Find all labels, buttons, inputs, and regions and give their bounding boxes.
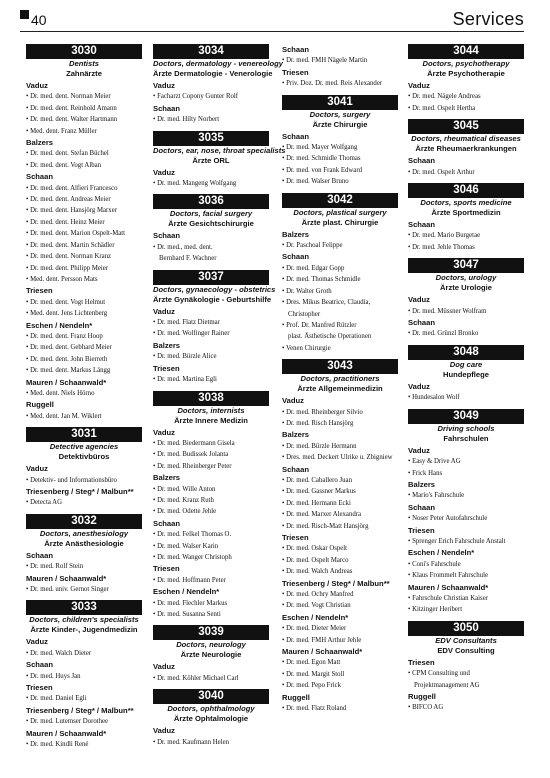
listing-entry: • Dres. Mikus Beatrice, Claudia, xyxy=(282,297,398,308)
listing-entry: • Dr. med. dent. Markus Längg xyxy=(26,365,142,376)
category-3045 xyxy=(408,119,524,178)
category-number: 3040 xyxy=(153,689,269,704)
listing-entry: • Dr. med. Flechler Markus xyxy=(153,598,269,609)
category-german: Ärzte Psychotherapie xyxy=(427,69,505,78)
category-number: 3041 xyxy=(282,95,398,110)
location-heading: Schaan xyxy=(282,45,310,54)
category-3035 xyxy=(153,131,286,190)
location-heading: Vaduz xyxy=(153,726,175,736)
category-english: Doctors, ear, nose, throat specialists xyxy=(153,145,286,155)
listing-entry: • Dr. med. Vogt Christian xyxy=(282,600,398,611)
location-heading: Eschen / Nendeln* xyxy=(282,612,349,622)
corner-square xyxy=(20,10,29,19)
category-3044 xyxy=(408,44,524,114)
category-english: Doctors, gynaecology - obstetrics xyxy=(153,284,276,294)
location-heading: Triesen xyxy=(26,683,53,693)
listing-entry: • Dr. med. Nägele Andreas xyxy=(408,91,524,102)
listing-entry: • Coni's Fahrschule xyxy=(408,559,524,570)
listing-entry: • Dr. med. Caballero Juan xyxy=(282,475,398,486)
location-heading: Schaan xyxy=(153,103,181,113)
location-heading: Schaan xyxy=(282,464,310,474)
listing-entry: • Med. dent. Persson Mats xyxy=(26,274,142,285)
category-german: Fahrschulen xyxy=(443,433,489,443)
category-number: 3039 xyxy=(153,625,269,640)
category-english: Doctors, facial surgery xyxy=(169,209,253,219)
category-english: Doctors, sports medicine xyxy=(420,198,512,208)
listing-entry: • Dr. med. Biedermann Gisela xyxy=(153,438,269,449)
category-3036 xyxy=(153,194,269,264)
category-english: Doctors, dermatology - venereology xyxy=(153,59,283,68)
category-number: 3047 xyxy=(408,258,524,273)
listing-entry: • Dr. med. dent. Stefan Büchel xyxy=(26,148,142,159)
listing-entry: • Med. dent. Jens Lichtenberg xyxy=(26,308,142,319)
listing-entry: • CPM Consulting und xyxy=(408,668,524,679)
category-number: 3032 xyxy=(26,514,142,529)
listing-entry-continued: Christopher xyxy=(288,310,321,318)
category-number: 3049 xyxy=(408,409,524,424)
listing-entry: • Dr. med. dent. Martin Schädler xyxy=(26,240,142,251)
category-3032 xyxy=(26,514,142,596)
category-english: Doctors, children's specialists xyxy=(29,615,139,625)
listing-entry: • Dr. med. Gassner Markus xyxy=(282,486,398,497)
category-number: 3033 xyxy=(26,600,142,615)
listing-entry: • Dr. med. Rheinberger Silvio xyxy=(282,407,398,418)
category-german: Ärzte Innere Medizin xyxy=(174,415,248,425)
category-english: Doctors, plastical surgery xyxy=(293,207,387,217)
category-german: Ärzte Dermatologie - Venerologie xyxy=(153,69,273,78)
category-german: Ärzte Neurologie xyxy=(180,650,242,660)
listing-entry: • Dr. med. dent. Norman Kranz xyxy=(26,251,142,262)
listing-entry: • Dr. med. Oskar Ospelt xyxy=(282,543,398,554)
listing-entry: • Dr. med. Schmidle Thomas xyxy=(282,153,398,164)
location-heading: Triesen xyxy=(282,533,309,542)
directory-columns xyxy=(26,44,524,774)
location-heading: Vaduz xyxy=(408,381,430,391)
category-number: 3036 xyxy=(153,194,269,209)
location-heading: Schaan xyxy=(408,220,436,230)
category-number: 3046 xyxy=(408,183,524,198)
category-english: Detective agencies xyxy=(49,442,119,452)
listing-entry: • Dr. med. Walch Dieter xyxy=(26,648,142,659)
category-german: Ärzte Urologie xyxy=(440,283,492,293)
listing-entry: • Dr. med. Bürzle Alice xyxy=(153,351,269,362)
location-heading: Schaan xyxy=(282,131,310,141)
category-english: Dentists xyxy=(69,59,99,68)
listing-entry: • Dr. med. Ospelt Hertha xyxy=(408,103,524,114)
listing-entry: • BIFCO AG xyxy=(408,702,524,713)
listing-entry: • Dr. med. Flatz Roland xyxy=(282,703,398,714)
category-english: Dog care xyxy=(449,359,483,369)
directory-column-1 xyxy=(26,44,142,774)
category-3050 xyxy=(408,621,524,714)
listing-entry: • Dr. med. Edgar Gopp xyxy=(282,263,398,274)
location-heading: Mauren / Schaanwald* xyxy=(408,582,489,592)
location-heading: Eschen / Nendeln* xyxy=(26,320,93,330)
listing-entry: • Dr. med. Hoffmann Peter xyxy=(153,575,269,586)
listing-entry: • Dr. med. Daniel Egli xyxy=(26,693,142,704)
location-heading: Vaduz xyxy=(408,295,430,305)
listing-entry: • Dr. med. Mayer Wolfgang xyxy=(282,142,398,153)
listing-entry: • Dr. med. dent. Vogt Alban xyxy=(26,160,142,171)
category-number: 3034 xyxy=(153,44,269,59)
page-number: 40 xyxy=(31,12,47,28)
location-heading: Ruggell xyxy=(408,692,436,701)
category-3041 xyxy=(282,95,398,188)
location-heading: Schaan xyxy=(153,231,181,241)
listing-entry: • Dr. med. Mario Burgetae xyxy=(408,230,524,241)
category-3048 xyxy=(408,345,524,404)
listing-entry: • Dr. med. dent. Vogt Helmut xyxy=(26,297,142,308)
category-english: Doctors, surgery xyxy=(309,109,371,119)
listing-entry: • Dr. med. Kindli René xyxy=(26,739,142,750)
listing-entry: • Dr. med. Müssner Wolfram xyxy=(408,306,524,317)
listing-entry: • Dr. med. Wolfinger Rainer xyxy=(153,328,269,339)
location-heading: Vaduz xyxy=(26,464,48,474)
location-heading: Balzers xyxy=(26,138,54,148)
listing-entry: • Med. dent. Niels Hörno xyxy=(26,388,142,399)
location-heading: Eschen / Nendeln* xyxy=(408,548,475,558)
category-3040 xyxy=(153,689,269,748)
listing-entry: • Dr. med. FMH Nägele Martin xyxy=(282,55,398,66)
location-heading: Balzers xyxy=(282,430,310,440)
listing-entry: • Dr. med. Hermann Ecki xyxy=(282,498,398,509)
listing-entry: • Med. dent. Franz Müller xyxy=(26,126,142,137)
listing-entry: • Sprenger Erich Fahrschule Anstalt xyxy=(408,536,524,547)
location-heading: Vaduz xyxy=(153,306,175,316)
category-german: Ärzte Gynäkologie - Geburtshilfe xyxy=(153,294,272,304)
listing-entry: • Dr. med. dent. Marion Ospelt-Matt xyxy=(26,228,142,239)
location-heading: Ruggell xyxy=(26,400,54,410)
listing-entry: • Kitzinger Heribert xyxy=(408,604,524,615)
listing-entry: • Detecta AG xyxy=(26,497,142,508)
listing-entry: • Dr. med. Felkel Thomas O. xyxy=(153,529,269,540)
category-3049 xyxy=(408,409,524,616)
listing-entry: • Dr. med. dent. Philipp Meier xyxy=(26,263,142,274)
location-heading: Eschen / Nendeln* xyxy=(153,587,220,597)
listing-entry: • Dr. med. Köhler Michael Carl xyxy=(153,673,269,684)
category-number: 3042 xyxy=(282,193,398,208)
category-3031 xyxy=(26,427,142,509)
category-german: Zahnärzte xyxy=(66,69,102,78)
category-english: Doctors, neurology xyxy=(176,640,246,650)
category-number: 3030 xyxy=(26,44,142,59)
location-heading: Schaan xyxy=(408,502,436,512)
location-heading: Vaduz xyxy=(153,662,175,672)
location-heading: Vaduz xyxy=(408,445,430,455)
category-3037 xyxy=(153,270,276,386)
category-3042 xyxy=(282,193,398,354)
location-heading: Triesenberg / Steg* / Malbun** xyxy=(26,487,134,496)
category-3039 xyxy=(153,625,269,684)
category-german: Detektivbüros xyxy=(58,452,110,462)
category-3047 xyxy=(408,258,524,340)
listing-entry-continued: Projektmanagement AG xyxy=(414,681,480,689)
location-heading: Triesenberg / Steg* / Malbun** xyxy=(282,578,390,588)
category-3038 xyxy=(153,391,269,621)
directory-column-3 xyxy=(282,44,398,774)
location-heading: Triesenberg / Steg* / Malbun** xyxy=(26,705,134,715)
category-number: 3037 xyxy=(153,270,269,285)
listing-entry: • Dr. med. Lutemser Dorothee xyxy=(26,716,142,727)
location-heading: Mauren / Schaanwald* xyxy=(282,647,363,657)
category-english: EDV Consultants xyxy=(435,635,497,645)
listing-entry: • Dr. med. Odette Jehle xyxy=(153,506,269,517)
listing-entry: • Dr. med. dent. Franz Hoop xyxy=(26,331,142,342)
listing-entry: • Dr. Paschoal Felippe xyxy=(282,240,398,251)
listing-entry: • Dr. med. Dieter Meier xyxy=(282,623,398,634)
location-heading: Schaan xyxy=(153,518,181,528)
listing-entry: • Venen Chirurgie xyxy=(282,343,398,354)
listing-entry: • Dr. med. Ospelt Marco xyxy=(282,555,398,566)
listing-entry: • Med. dent. Jan M. Wiklert xyxy=(26,411,142,422)
category-german: Ärzte ORL xyxy=(192,155,230,165)
listing-entry: • Dr. med. dent. Norman Meier xyxy=(26,91,142,102)
page-header xyxy=(0,0,550,40)
category-english: Doctors, rheumatical diseases xyxy=(411,134,521,144)
listing-entry: • Dr. med. dent. Alfieri Francesco xyxy=(26,183,142,194)
category-number: 3045 xyxy=(408,119,524,134)
category-number: 3035 xyxy=(153,131,269,146)
listing-entry: • Dr. med. Rheinberger Peter xyxy=(153,461,269,472)
category-english: Doctors, ophthalmology xyxy=(167,704,255,714)
category-german: EDV Consulting xyxy=(437,645,495,655)
listing-entry: • Facharzt Copony Gunter Rolf xyxy=(153,91,269,102)
category-continued xyxy=(282,44,398,90)
listing-entry: • Dr. med. Martina Egli xyxy=(153,374,269,385)
listing-entry: • Dr. med. Budissek Jolanta xyxy=(153,449,269,460)
location-heading: Schaan xyxy=(408,318,436,328)
listing-entry: • Dr. Walter Groth xyxy=(282,286,398,297)
location-heading: Vaduz xyxy=(153,427,175,437)
listing-entry: • Dres. med. Deckert Ulrike u. Zbigniew xyxy=(282,452,398,463)
listing-entry: • Dr. med. Susanna Senti xyxy=(153,609,269,620)
listing-entry: • Dr. med. Thomas Schmidle xyxy=(282,274,398,285)
listing-entry: • Dr. med. Kaufmann Helen xyxy=(153,737,269,748)
category-number: 3050 xyxy=(408,621,524,636)
category-german: Ärzte Sportmedizin xyxy=(431,208,501,218)
directory-column-4 xyxy=(408,44,524,774)
listing-entry: • Dr. med. Flatz Dietmar xyxy=(153,317,269,328)
listing-entry: • Dr. med. von Frank Edward xyxy=(282,165,398,176)
location-heading: Schaan xyxy=(26,172,54,182)
location-heading: Schaan xyxy=(26,550,54,560)
category-english: Doctors, psychotherapy xyxy=(422,59,510,68)
listing-entry: • Prof. Dr. Manfred Rützler xyxy=(282,320,398,331)
location-heading: Balzers xyxy=(153,340,181,350)
category-number: 3044 xyxy=(408,44,524,59)
listing-entry: • Dr. med. Egon Matt xyxy=(282,657,398,668)
listing-entry: • Dr. med. Mangeng Wolfgang xyxy=(153,178,269,189)
listing-entry: • Detektiv- und Informationsbüro xyxy=(26,475,142,486)
location-heading: Vaduz xyxy=(282,396,304,406)
location-heading: Balzers xyxy=(408,479,436,489)
category-3034 xyxy=(153,44,283,126)
category-german: Ärzte Chirurgie xyxy=(312,119,368,129)
listing-entry: • Fahrschule Christian Kaiser xyxy=(408,593,524,604)
location-heading: Schaan xyxy=(26,660,54,670)
location-heading: Triesen xyxy=(153,363,180,373)
location-heading: Triesen xyxy=(26,286,53,296)
location-heading: Vaduz xyxy=(408,81,430,90)
category-number: 3038 xyxy=(153,391,269,406)
listing-entry: • Dr. med. Marxer Alexandra xyxy=(282,509,398,520)
listing-entry: • Dr. med. Risch Hansjörg xyxy=(282,418,398,429)
listing-entry: • Dr. med. Walser Bruno xyxy=(282,176,398,187)
header-rule xyxy=(20,31,524,32)
location-heading: Triesen xyxy=(408,525,435,535)
location-heading: Mauren / Schaanwald* xyxy=(26,377,107,387)
category-number: 3043 xyxy=(282,359,398,374)
listing-entry: • Dr. med. Grünzl Bronko xyxy=(408,328,524,339)
listing-entry: • Dr. med. Risch-Matt Hansjörg xyxy=(282,521,398,532)
listing-entry: • Dr. med. dent. Gebhard Meier xyxy=(26,342,142,353)
location-heading: Schaan xyxy=(408,156,436,166)
listing-entry: • Dr. med. Hilty Norbert xyxy=(153,114,269,125)
listing-entry: • Dr. med. univ. Gernot Singer xyxy=(26,584,142,595)
location-heading: Vaduz xyxy=(153,167,175,177)
listing-entry: • Dr. med. Kranz Ruth xyxy=(153,495,269,506)
listing-entry: • Dr. med. Jehle Thomas xyxy=(408,242,524,253)
listing-entry: • Dr. med. dent. Heinz Meier xyxy=(26,217,142,228)
category-german: Ärzte Allgemeinmedizin xyxy=(297,384,383,394)
category-number: 3048 xyxy=(408,345,524,360)
listing-entry: • Dr. med. Walch Andreas xyxy=(282,566,398,577)
location-heading: Ruggell xyxy=(282,692,310,702)
listing-entry: • Frick Hans xyxy=(408,468,524,479)
location-heading: Mauren / Schaanwald* xyxy=(26,728,107,738)
category-english: Doctors, practitioners xyxy=(300,374,380,384)
category-german: Ärzte Ophtalmologie xyxy=(173,714,249,724)
listing-entry: • Dr. med. Wanger Christoph xyxy=(153,552,269,563)
listing-entry: • Dr. med. Walser Karin xyxy=(153,541,269,552)
listing-entry: • Dr. med. Pepo Frick xyxy=(282,680,398,691)
listing-entry: • Dr. med. FMH Arthur Jehle xyxy=(282,635,398,646)
listing-entry: • Dr. med. dent. Hansjörg Marxer xyxy=(26,205,142,216)
location-heading: Balzers xyxy=(282,229,310,239)
category-english: Driving schools xyxy=(437,423,495,433)
listing-entry: • Noser Peter Autofahrschule xyxy=(408,513,524,524)
category-3033 xyxy=(26,600,142,750)
listing-entry: • Dr. med. dent. Walter Hartmann xyxy=(26,114,142,125)
category-english: Doctors, internists xyxy=(177,405,245,415)
listing-entry: • Dr. med. Margit Stoll xyxy=(282,669,398,680)
listing-entry: • Hundesalon Wolf xyxy=(408,392,524,403)
category-german: Ärzte Kinder-, Jugendmedizin xyxy=(30,625,138,635)
category-3043 xyxy=(282,359,398,714)
listing-entry: • Dr. med. Bürzle Hermann xyxy=(282,441,398,452)
listing-entry: • Easy & Drive AG xyxy=(408,456,524,467)
listing-entry: • Dr. med. dent. Andreas Meier xyxy=(26,194,142,205)
listing-entry: • Dr. med., med. dent. xyxy=(153,242,269,253)
listing-entry: • Dr. med. Huys Jan xyxy=(26,671,142,682)
location-heading: Vaduz xyxy=(26,637,48,647)
category-3046 xyxy=(408,183,524,253)
location-heading: Triesen xyxy=(282,67,309,77)
location-heading: Triesen xyxy=(408,657,435,667)
listing-entry: • Dr. med. Ochry Manfred xyxy=(282,589,398,600)
section-title: Services xyxy=(452,9,524,29)
category-german: Ärzte Gesichtschirurgie xyxy=(168,219,254,229)
category-english: Doctors, urology xyxy=(435,273,497,283)
category-german: Hundepflege xyxy=(443,369,489,379)
category-english: Doctors, anesthesiology xyxy=(39,528,129,538)
location-heading: Mauren / Schaanwald* xyxy=(26,573,107,583)
location-heading: Schaan xyxy=(282,252,310,262)
location-heading: Vaduz xyxy=(153,81,175,90)
listing-entry: • Klaus Frommelt Fahrschule xyxy=(408,570,524,581)
listing-entry: • Dr. med. Rolf Stein xyxy=(26,561,142,572)
listing-entry-continued: plast. Ästhetische Operationen xyxy=(288,333,372,341)
listing-entry: • Dr. med. Ospelt Arthur xyxy=(408,167,524,178)
listing-entry: • Mario's Fahrschule xyxy=(408,490,524,501)
listing-entry: • Dr. med. dent. John Bierreth xyxy=(26,354,142,365)
location-heading: Balzers xyxy=(153,473,181,483)
directory-column-2 xyxy=(153,44,286,774)
location-heading: Vaduz xyxy=(26,81,48,90)
listing-entry: • Dr. med. Wille Anton xyxy=(153,484,269,495)
category-number: 3031 xyxy=(26,427,142,442)
category-german: Ärzte plast. Chirurgie xyxy=(301,217,379,227)
category-german: Ärzte Rheumaerkrankungen xyxy=(415,144,517,154)
category-3030 xyxy=(26,44,142,422)
listing-entry: • Dr. med. dent. Reinhold Amann xyxy=(26,103,142,114)
location-heading: Triesen xyxy=(153,564,180,574)
category-german: Ärzte Anästhesiologie xyxy=(44,538,124,548)
listing-entry-continued: Bernhard F. Wachner xyxy=(159,255,217,263)
listing-entry: • Priv. Doz. Dr. med. Reis Alexander xyxy=(282,78,398,89)
